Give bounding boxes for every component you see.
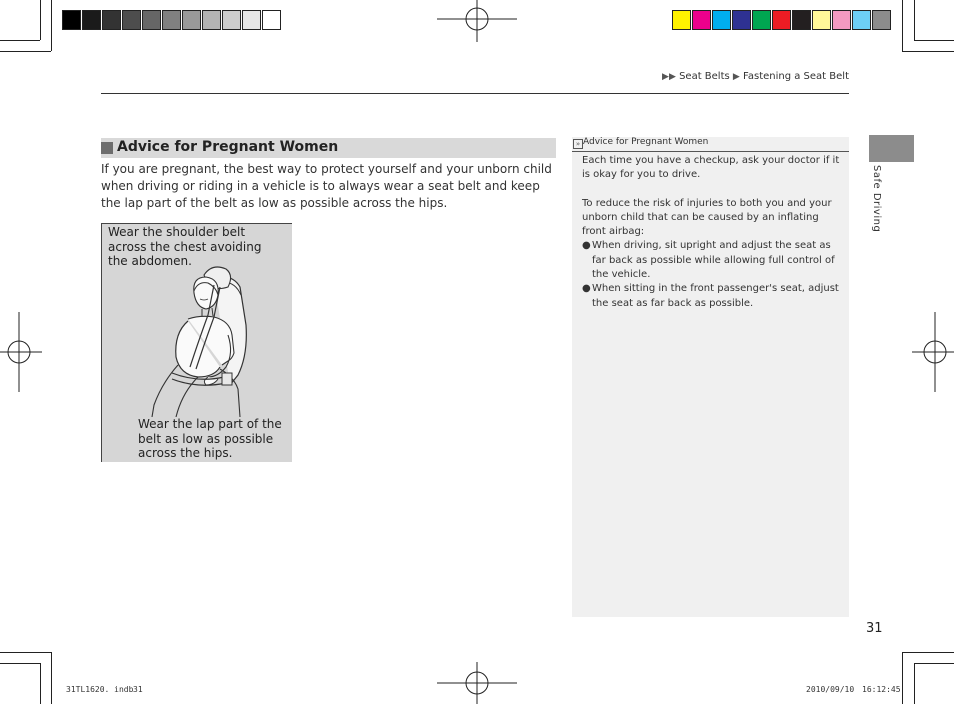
- color-swatch: [102, 10, 121, 30]
- crop-mark: [0, 40, 40, 41]
- footer-date: 2010/09/10: [806, 685, 855, 694]
- arrow-right-icon: ▶▶: [662, 72, 676, 82]
- crop-mark: [914, 40, 954, 41]
- figure-caption-shoulder-belt: Wear the shoulder belt across the chest avoiding the abdomen.: [108, 225, 262, 268]
- sidebar-heading-label: Advice for Pregnant Women: [583, 137, 709, 147]
- color-swatch: [832, 10, 851, 30]
- crop-mark: [0, 652, 51, 653]
- footer-file-page: 31: [133, 685, 143, 694]
- color-swatch: [142, 10, 161, 30]
- color-swatch: [182, 10, 201, 30]
- crop-mark: [914, 663, 954, 664]
- list-item: [582, 282, 840, 311]
- sidebar-note: [572, 137, 849, 617]
- color-swatch: [692, 10, 711, 30]
- section-title: Advice for Pregnant Women: [117, 139, 339, 155]
- footer-time: 16:12:45: [862, 685, 901, 694]
- figure-caption-lap-belt: Wear the lap part of the belt as low as possible across the hips.: [138, 417, 282, 460]
- footer-file-name: 31TL1620. indb: [66, 685, 134, 694]
- list-item: [582, 239, 840, 282]
- crop-mark: [51, 0, 52, 51]
- breadcrumb-item[interactable]: Seat Belts: [679, 71, 730, 82]
- pregnant-woman-seated-illustration: [142, 265, 252, 417]
- crop-mark: [914, 0, 915, 40]
- section-heading: [101, 138, 556, 158]
- crop-mark: [902, 0, 903, 51]
- crop-mark: [914, 663, 915, 704]
- section-body: If you are pregnant, the best way to protect yourself and your unborn child when driving or riding in a vehicle is to always wear a seat belt and keep the lap part of the belt as low as possible across the hips.: [101, 162, 552, 210]
- sidebar-body: [582, 154, 840, 311]
- figure-rule: [102, 223, 292, 224]
- arrow-right-icon: ▶: [732, 72, 740, 82]
- crop-mark: [902, 51, 954, 52]
- color-swatch: [712, 10, 731, 30]
- registration-mark: [437, 0, 517, 42]
- color-swatch: [732, 10, 751, 30]
- chapter-tab[interactable]: [869, 135, 914, 162]
- crop-mark: [51, 652, 52, 704]
- reference-icon: »: [573, 139, 583, 149]
- header-rule: [101, 93, 849, 94]
- color-swatch: [672, 10, 691, 30]
- crop-mark: [902, 652, 954, 653]
- sidebar-heading: [572, 137, 849, 152]
- color-swatch: [162, 10, 181, 30]
- color-swatch: [122, 10, 141, 30]
- pregnant-seatbelt-figure: [101, 223, 292, 462]
- color-swatch: [82, 10, 101, 30]
- color-swatch: [852, 10, 871, 30]
- bullet-icon: ●: [582, 283, 591, 295]
- color-swatch: [872, 10, 891, 30]
- color-swatch: [62, 10, 81, 30]
- color-swatch: [752, 10, 771, 30]
- color-swatch: [772, 10, 791, 30]
- registration-mark: [912, 312, 954, 392]
- crop-mark: [0, 663, 40, 664]
- color-swatch: [222, 10, 241, 30]
- list-item-text: When sitting in the front passenger's seat, adjust the seat as far back as possible.: [592, 283, 839, 309]
- color-swatch: [812, 10, 831, 30]
- square-icon: [101, 142, 113, 154]
- chapter-tab-text: Safe Driving: [871, 165, 882, 233]
- color-swatch: [792, 10, 811, 30]
- crop-mark: [40, 0, 41, 40]
- registration-mark: [437, 662, 517, 704]
- color-swatch: [202, 10, 221, 30]
- color-swatch: [242, 10, 261, 30]
- sidebar-paragraph: Each time you have a checkup, ask your doctor if it is okay for you to drive.: [582, 155, 840, 181]
- bullet-icon: ●: [582, 240, 591, 252]
- sidebar-paragraph: To reduce the risk of injuries to both you and your unborn child that can be caused by an inflating front airbag:: [582, 197, 832, 238]
- crop-mark: [0, 51, 51, 52]
- chapter-tab-label: [868, 165, 886, 245]
- page-number: 31: [866, 621, 883, 636]
- breadcrumb: [662, 71, 849, 82]
- list-item-text: When driving, sit upright and adjust the seat as far back as possible while allowing full control of the vehicle.: [592, 240, 835, 281]
- breadcrumb-item[interactable]: Fastening a Seat Belt: [743, 71, 849, 82]
- registration-mark: [0, 312, 42, 392]
- color-swatch: [262, 10, 281, 30]
- sidebar-bullet-list: [582, 239, 840, 310]
- crop-mark: [40, 663, 41, 704]
- crop-mark: [902, 652, 903, 704]
